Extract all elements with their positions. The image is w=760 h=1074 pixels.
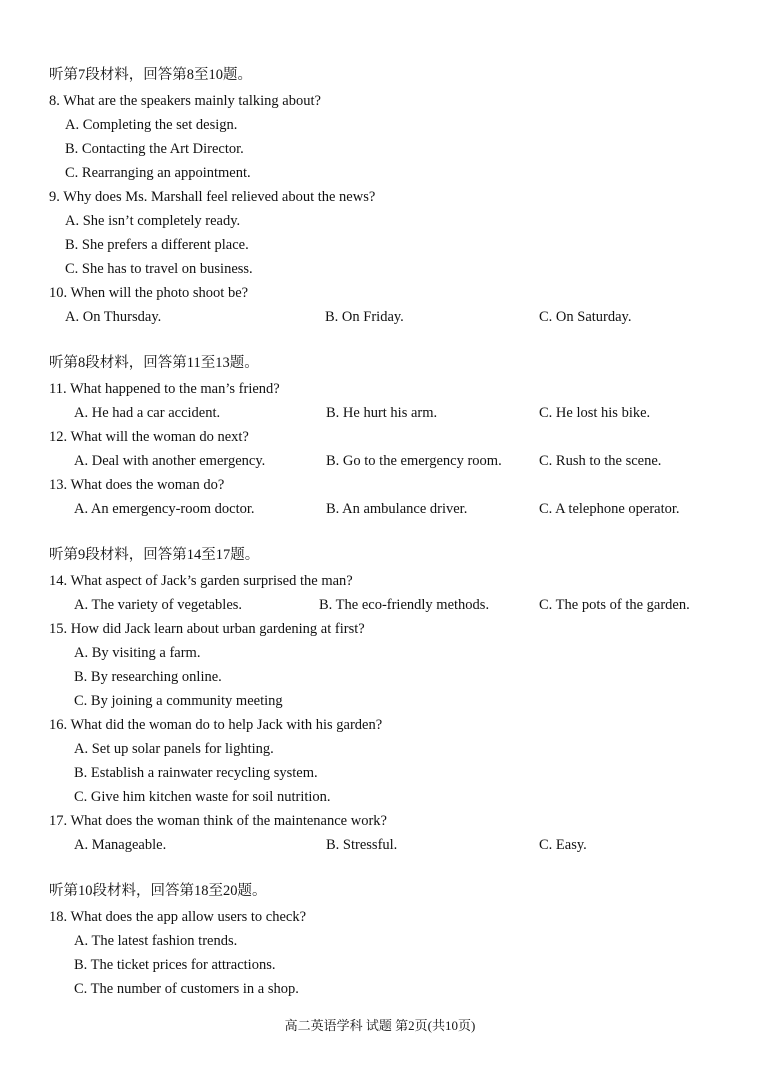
section-header: 听第8段材料，回答第11至13题。 [49, 355, 259, 371]
answer-option: B. He hurt his arm. [326, 405, 438, 421]
answer-option: A. He had a car accident. [74, 405, 221, 421]
answer-option: B. Go to the emergency room. [326, 453, 502, 469]
answer-option: C. She has to travel on business. [65, 261, 253, 277]
answer-option: A. The latest fashion trends. [74, 933, 238, 949]
answer-option: A. Set up solar panels for lighting. [74, 741, 274, 757]
answer-option: C. Rearranging an appointment. [65, 165, 251, 181]
question-stem: 17. What does the woman think of the maintenance work? [49, 813, 387, 829]
question-stem: 10. When will the photo shoot be? [49, 285, 249, 301]
question-stem: 9. Why does Ms. Marshall feel relieved about the news? [49, 189, 376, 205]
answer-option: B. She prefers a different place. [65, 237, 249, 253]
section-header: 听第9段材料，回答第14至17题。 [49, 547, 260, 563]
question-stem: 13. What does the woman do? [49, 477, 225, 493]
answer-option: A. The variety of vegetables. [74, 597, 243, 613]
question-stem: 8. What are the speakers mainly talking about? [49, 93, 321, 109]
answer-option: C. On Saturday. [539, 309, 632, 325]
answer-option: A. By visiting a farm. [74, 645, 201, 661]
answer-option: A. Manageable. [74, 837, 167, 853]
answer-option: B. By researching online. [74, 669, 222, 685]
answer-option: B. An ambulance driver. [326, 501, 468, 517]
answer-option: B. The ticket prices for attractions. [74, 957, 276, 973]
answer-option: C. The number of customers in a shop. [74, 981, 299, 997]
question-stem: 15. How did Jack learn about urban gardening at first? [49, 621, 365, 637]
answer-option: C. Easy. [539, 837, 587, 853]
answer-option: A. She isn’t completely ready. [65, 213, 241, 229]
answer-option: C. By joining a community meeting [74, 693, 283, 709]
answer-option: B. Stressful. [326, 837, 398, 853]
question-stem: 14. What aspect of Jack’s garden surprised the man? [49, 573, 353, 589]
answer-option: C. The pots of the garden. [539, 597, 690, 613]
answer-option: C. Rush to the scene. [539, 453, 662, 469]
question-stem: 16. What did the woman do to help Jack with his garden? [49, 717, 383, 733]
question-stem: 11. What happened to the man’s friend? [49, 381, 280, 397]
answer-option: C. He lost his bike. [539, 405, 651, 421]
question-stem: 18. What does the app allow users to check? [49, 909, 307, 925]
answer-option: C. Give him kitchen waste for soil nutrition. [74, 789, 331, 805]
section-header: 听第7段材料，回答第8至10题。 [49, 67, 252, 83]
section-header: 听第10段材料，回答第18至20题。 [49, 883, 267, 899]
answer-option: A. Deal with another emergency. [74, 453, 266, 469]
answer-option: A. Completing the set design. [65, 117, 238, 133]
answer-option: A. An emergency-room doctor. [74, 501, 255, 517]
answer-option: C. A telephone operator. [539, 501, 680, 517]
answer-option: A. On Thursday. [65, 309, 162, 325]
answer-option: B. Contacting the Art Director. [65, 141, 244, 157]
answer-option: B. Establish a rainwater recycling system. [74, 765, 318, 781]
page-footer: 高二英语学科 试题 第2页(共10页) [284, 1018, 476, 1033]
question-stem: 12. What will the woman do next? [49, 429, 249, 445]
answer-option: B. The eco-friendly methods. [319, 597, 490, 613]
answer-option: B. On Friday. [325, 309, 404, 325]
